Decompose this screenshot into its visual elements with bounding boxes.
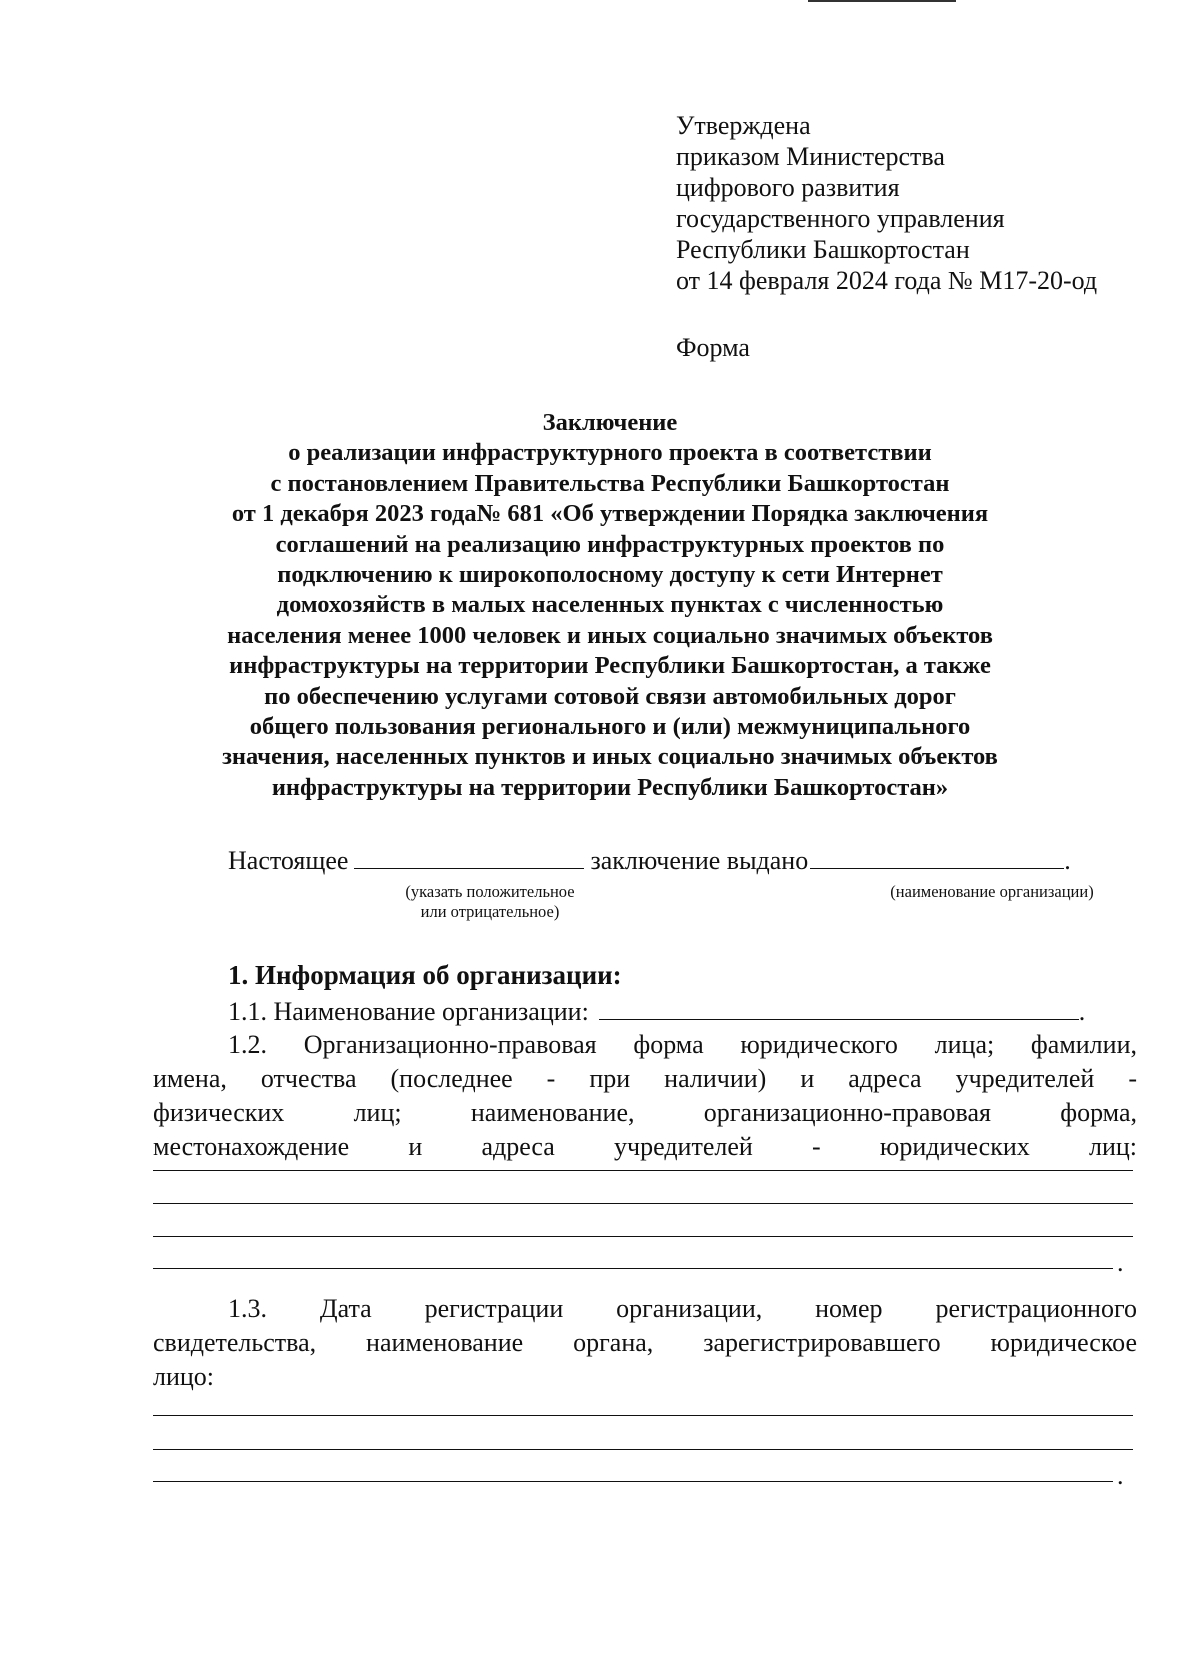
item-1-2-line: местонахождение и адреса учредителей - юридических лиц:: [153, 1132, 1137, 1161]
title-line: с постановлением Правительства Республики Башкортостан: [270, 469, 950, 497]
founders-fill-line[interactable]: [153, 1170, 1133, 1171]
title-line: Заключение: [542, 409, 678, 436]
organization-name-field[interactable]: [599, 995, 1079, 1020]
item-1-3: [153, 1292, 1137, 1394]
founders-fill-line[interactable]: [153, 1203, 1133, 1204]
approval-line: цифрового развития: [676, 173, 900, 202]
issue-statement: [228, 844, 1071, 876]
registration-fill-line[interactable]: [153, 1415, 1133, 1416]
approval-line: Республики Башкортостан: [676, 235, 970, 264]
title-line: домохозяйств в малых населенных пунктах с численностью: [276, 591, 944, 619]
issue-middle: заключение выдано: [590, 846, 809, 875]
title-line: значения, населенных пунктов и иных социально значимых объектов: [222, 743, 998, 771]
item-1-3-line: лицо:: [153, 1362, 215, 1391]
result-hint-line: (указать положительное: [405, 882, 575, 901]
approval-line: государственного управления: [676, 204, 1005, 233]
result-blank-field[interactable]: [354, 844, 584, 869]
section-heading: 1. Информация об организации:: [228, 960, 622, 990]
item-1-3-line: 1.3. Дата регистрации организации, номер регистрационного: [228, 1294, 1137, 1323]
founders-end-dot: .: [1117, 1248, 1124, 1277]
title-line: по обеспечению услугами сотовой связи автомобильных дорог: [264, 682, 956, 710]
document-title: [140, 408, 1080, 803]
issue-end: .: [1064, 846, 1071, 875]
approval-line: от 14 февраля 2024 года № М17-20-од: [676, 266, 1098, 295]
form-label: Форма: [676, 333, 750, 362]
scan-edge-mark: [808, 0, 956, 2]
title-line: соглашений на реализацию инфраструктурных проектов по: [275, 530, 945, 558]
organization-blank-field[interactable]: [810, 844, 1064, 869]
item-1-1: [228, 995, 1085, 1027]
title-line: от 1 декабря 2023 года№ 681 «Об утверждении Порядка заключения: [231, 500, 989, 528]
item-1-2: [153, 1028, 1137, 1164]
organization-hint: (наименование организации): [890, 882, 1094, 901]
registration-fill-line[interactable]: [153, 1449, 1133, 1450]
approval-line: Утверждена: [676, 111, 811, 140]
item-1-2-line: 1.2. Организационно-правовая форма юридического лица; фамилии,: [228, 1030, 1137, 1059]
item-1-2-line: имена, отчества (последнее - при наличии) и адреса учредителей -: [153, 1064, 1137, 1093]
founders-fill-line[interactable]: [153, 1236, 1133, 1237]
approval-line: приказом Министерства: [676, 142, 945, 171]
registration-fill-line[interactable]: [153, 1481, 1113, 1482]
founders-fill-line[interactable]: [153, 1268, 1113, 1269]
title-line: инфраструктуры на территории Республики Башкортостан»: [271, 773, 949, 801]
approval-stamp-block: [676, 110, 1097, 296]
item-1-1-label: 1.1. Наименование организации:: [228, 997, 589, 1026]
item-1-1-end: .: [1078, 997, 1086, 1026]
title-line: о реализации инфраструктурного проекта в соответствии: [288, 439, 932, 467]
item-1-2-line: физических лиц; наименование, организационно-правовая форма,: [153, 1098, 1137, 1127]
title-line: подключению к широкополосному доступу к сети Интернет: [277, 561, 943, 589]
title-line: инфраструктуры на территории Республики Башкортостан, а также: [229, 652, 991, 680]
title-line: общего пользования регионального и (или) межмуниципального: [249, 713, 971, 741]
registration-end-dot: .: [1117, 1461, 1124, 1490]
result-hint-line: или отрицательное): [420, 902, 560, 921]
issue-prefix: Настоящее: [228, 846, 349, 875]
result-hint: [370, 882, 610, 922]
title-line: населения менее 1000 человек и иных социально значимых объектов: [227, 621, 993, 649]
item-1-3-line: свидетельства, наименование органа, зарегистрировавшего юридическое: [153, 1328, 1137, 1357]
